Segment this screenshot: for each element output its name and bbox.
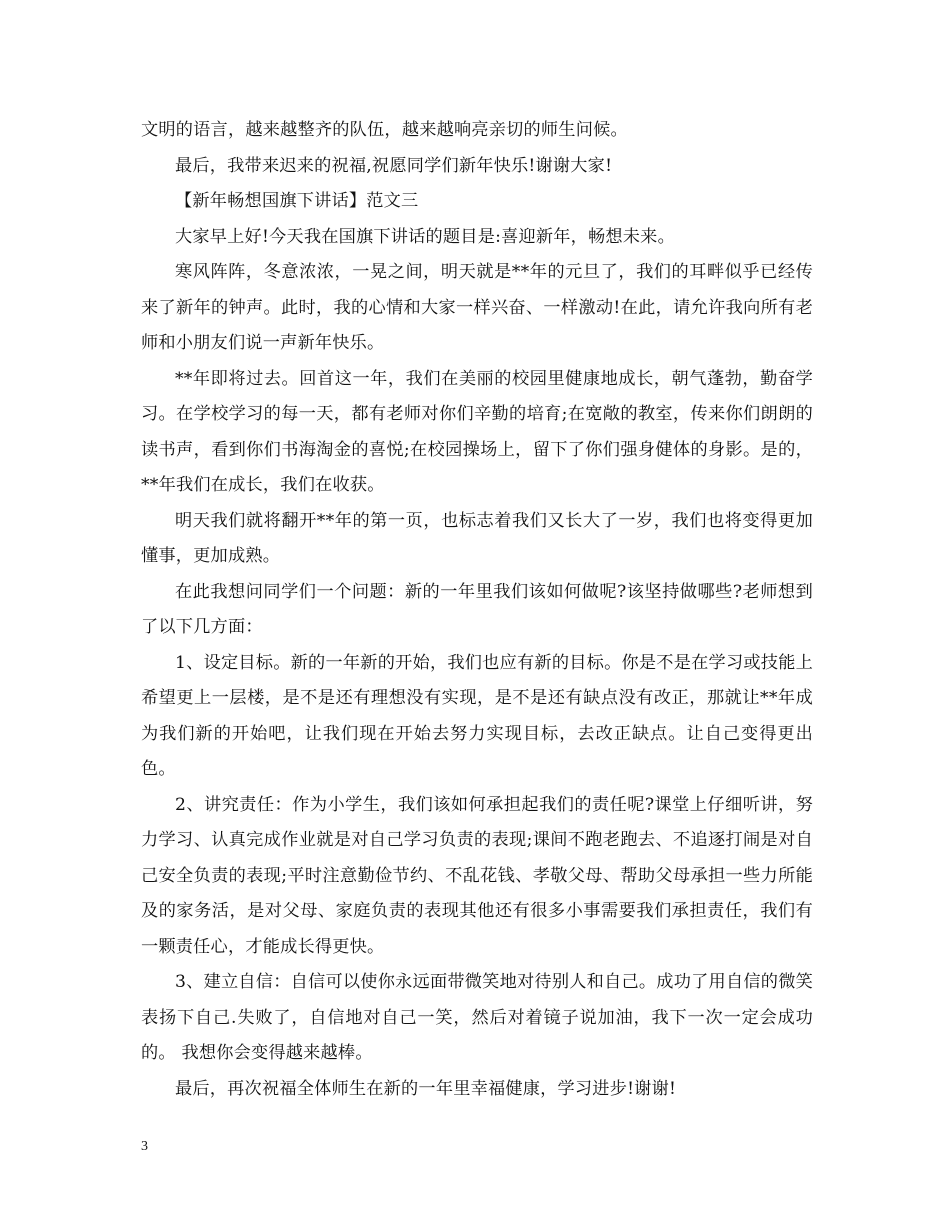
paragraph-question: 在此我想问同学们一个问题：新的一年里我们该如何做呢?该坚持做哪些?老师想到了以下几方面： (141, 581, 813, 637)
paragraph-new-year-intro: 寒风阵阵，冬意浓浓，一晃之间，明天就是**年的元旦了，我们的耳畔似乎已经传来了新年的钟声。此时，我的心情和大家一样兴奋、一样激动!在此，请允许我向所有老师和小朋友们说一声新年快乐。 (141, 262, 813, 353)
paragraph-new-page: 明天我们就将翻开**年的第一页，也标志着我们又长大了一岁，我们也将变得更加懂事，更加成熟。 (141, 510, 813, 566)
paragraph-greeting: 大家早上好!今天我在国旗下讲话的题目是:喜迎新年，畅想未来。 (175, 226, 675, 247)
page-number: 3 (141, 1139, 148, 1154)
paragraph-point-confidence: 3、建立自信：自信可以使你永远面带微笑地对待别人和自己。成功了用自信的微笑表扬下自己.失败了，自信地对自己一笑，然后对着镜子说加油，我下一次一定会成功的。 我想你会变得越来越棒。 (141, 972, 813, 1063)
paragraph-closing-remarks: 最后，我带来迟来的祝福,祝愿同学们新年快乐!谢谢大家! (175, 155, 613, 176)
section-heading: 【新年畅想国旗下讲话】范文三 (175, 191, 419, 211)
document-body (141, 113, 813, 1107)
paragraph-final-wishes: 最后，再次祝福全体师生在新的一年里幸福健康，学习进步!谢谢! (175, 1078, 677, 1099)
paragraph-continuation: 文明的语言，越来越整齐的队伍，越来越响亮亲切的师生问候。 (141, 120, 628, 140)
paragraph-point-goals: 1、设定目标。新的一年新的开始，我们也应有新的目标。你是不是在学习或技能上希望更上一层楼，是不是还有理想没有实现，是不是还有缺点没有改正，那就让**年成为我们新的开始吧，让我们现在开始去努力实现目标，去改正缺点。让自己变得更出色。 (141, 652, 813, 779)
paragraph-point-responsibility: 2、讲究责任：作为小学生，我们该如何承担起我们的责任呢?课堂上仔细听讲，努力学习、认真完成作业就是对自己学习负责的表现;课间不跑老跑去、不追逐打闹是对自己安全负责的表现;平时注意勤俭节约、不乱花钱、孝敬父母、帮助父母承担一些力所能及的家务活，是对父母、家庭负责的表现其他还有很多小事需要我们承担责任，我们有一颗责任心，才能成长得更快。 (141, 794, 813, 957)
paragraph-year-review: **年即将过去。回首这一年，我们在美丽的校园里健康地成长，朝气蓬勃，勤奋学习。在学校学习的每一天，都有老师对你们辛勤的培育;在宽敞的教室，传来你们朗朗的读书声，看到你们书海淘金的喜悦;在校园操场上，留下了你们强身健体的身影。是的，**年我们在成长，我们在收获。 (141, 368, 813, 495)
